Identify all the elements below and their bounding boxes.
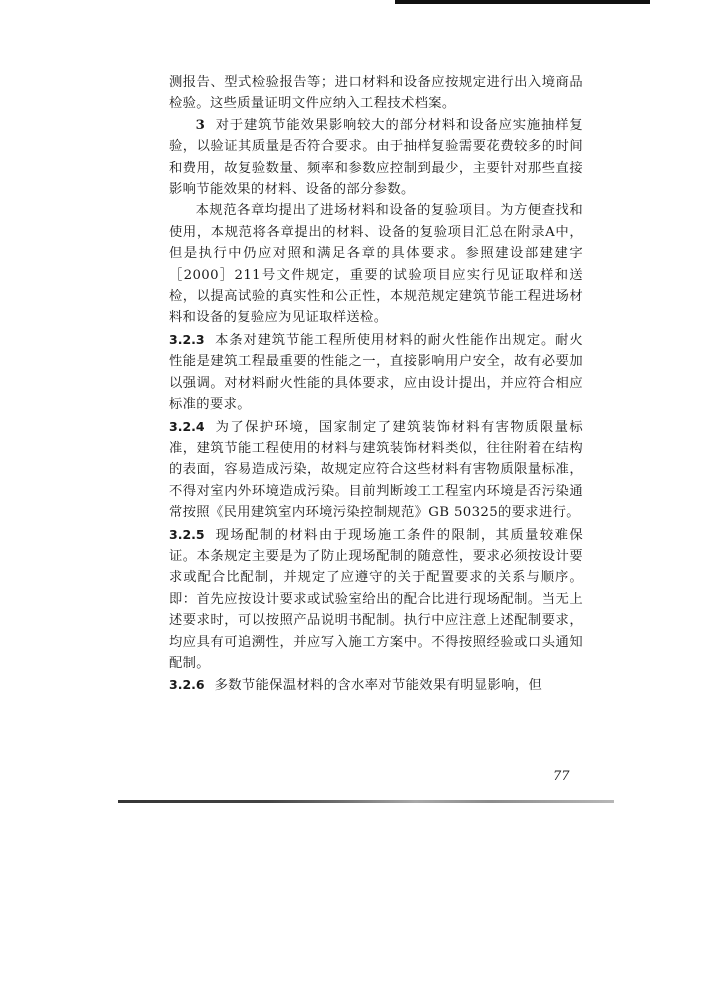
section-3-2-3 — [169, 329, 583, 416]
paragraph-text: 测报告、型式检验报告等；进口材料和设备应按规定进行出入境商品检验。这些质量证明文件应纳入工程技术档案。 — [169, 75, 583, 112]
paragraph-text: 为了保护环境，国家制定了建筑装饰材料有害物质限量标准，建筑节能工程使用的材料与建筑装饰材料类似，往往附着在结构的表面，容易造成污染，故规定应符合这些材料有害物质限量标准，不得对室内外环境造成污染。目前判断竣工工程室内环境是否污染通常按照《民用建筑室内环境污染控制规范》GB 50325的要求进行。 — [169, 419, 583, 521]
paragraph-text: 对于建筑节能效果影响较大的部分材料和设备应实施抽样复验，以验证其质量是否符合要求。由于抽样复验需要花费较多的时间和费用，故复验数量、频率和参数应控制到最少，主要针对那些直接影响节能效果的材料、设备的部分参数。 — [169, 117, 583, 198]
section-number: 3.2.5 — [169, 526, 205, 542]
section-number: 3.2.3 — [169, 331, 205, 347]
paragraph-text: 本条对建筑节能工程所使用材料的耐火性能作出规定。耐火性能是建筑工程最重要的性能之一，直接影响用户安全，故有必要加以强调。对材料耐火性能的具体要求，应由设计提出，并应符合相应标准的要求。 — [169, 332, 583, 413]
bottom-edge-rule — [118, 800, 614, 803]
section-number: 3.2.6 — [169, 677, 205, 693]
top-edge-rule — [395, 0, 650, 4]
paragraph-text: 多数节能保温材料的含水率对节能效果有明显影响，但 — [214, 678, 543, 694]
section-number: 3.2.4 — [169, 418, 205, 434]
page-number: 77 — [553, 769, 570, 784]
item-number: 3 — [195, 117, 206, 133]
body-text — [169, 72, 583, 697]
paragraph-continuation — [169, 72, 583, 115]
section-3-2-6 — [169, 674, 583, 696]
paragraph-item-3 — [169, 115, 583, 201]
paragraph-text: 本规范各章均提出了进场材料和设备的复验项目。为方便查找和使用，本规范将各章提出的材料、设备的复验项目汇总在附录A中，但是执行中仍应对照和满足各章的具体要求。参照建设部建建字［2000］211号文件规定，重要的试验项目应实行见证取样和送检，以提高试验的真实性和公正性，本规范规定建筑节能工程进场材料和设备的复验应为见证取样送检。 — [169, 203, 583, 326]
section-3-2-4 — [169, 416, 583, 524]
paragraph-review-items — [169, 200, 583, 328]
paragraph-text: 现场配制的材料由于现场施工条件的限制，其质量较难保证。本条规定主要是为了防止现场配制的随意性，要求必须按设计要求或配合比配制，并规定了应遵守的关于配置要求的关系与顺序。即：首先应按设计要求或试验室给出的配合比进行现场配制。当无上述要求时，可以按照产品说明书配制。执行中应注意上述配制要求，均应具有可追溯性，并应写入施工方案中。不得按照经验或口头通知配制。 — [169, 527, 583, 671]
section-3-2-5 — [169, 524, 583, 675]
